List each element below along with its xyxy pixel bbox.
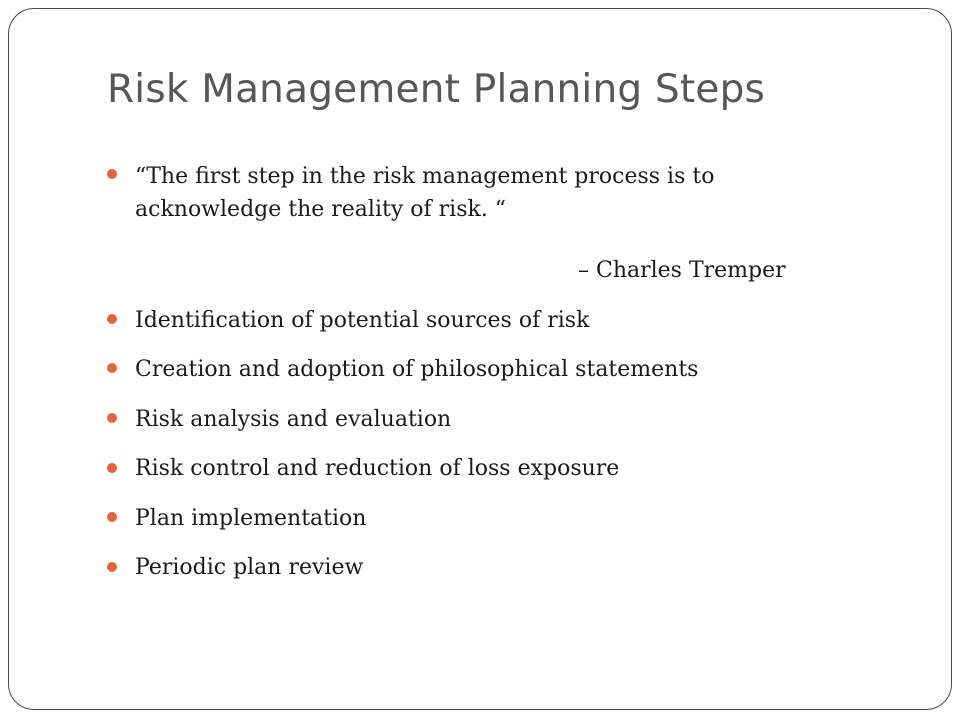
bullet-dot-icon: [107, 413, 117, 423]
bullet-dot-icon: [107, 363, 117, 373]
bullet-dot-icon: [107, 512, 117, 522]
bullet-dot-icon: [107, 314, 117, 324]
bullet-text: Risk control and reduction of loss exposure: [135, 456, 620, 481]
bullet-text: Plan implementation: [135, 506, 367, 531]
bullet-text-continuation: acknowledge the reality of risk. “: [135, 197, 507, 222]
quote-attribution: – Charles Tremper: [578, 258, 786, 283]
slide-title: Risk Management Planning Steps: [107, 67, 766, 112]
bullet-text: Creation and adoption of philosophical statements: [135, 357, 699, 382]
bullet-text: Periodic plan review: [135, 555, 364, 580]
bullet-dot-icon: [107, 463, 117, 473]
bullet-text: “The first step in the risk management process is to: [135, 164, 715, 189]
bullet-text: Identification of potential sources of risk: [135, 308, 590, 333]
bullet-text: Risk analysis and evaluation: [135, 407, 452, 432]
bullet-dot-icon: [107, 562, 117, 572]
bullet-dot-icon: [107, 169, 117, 179]
